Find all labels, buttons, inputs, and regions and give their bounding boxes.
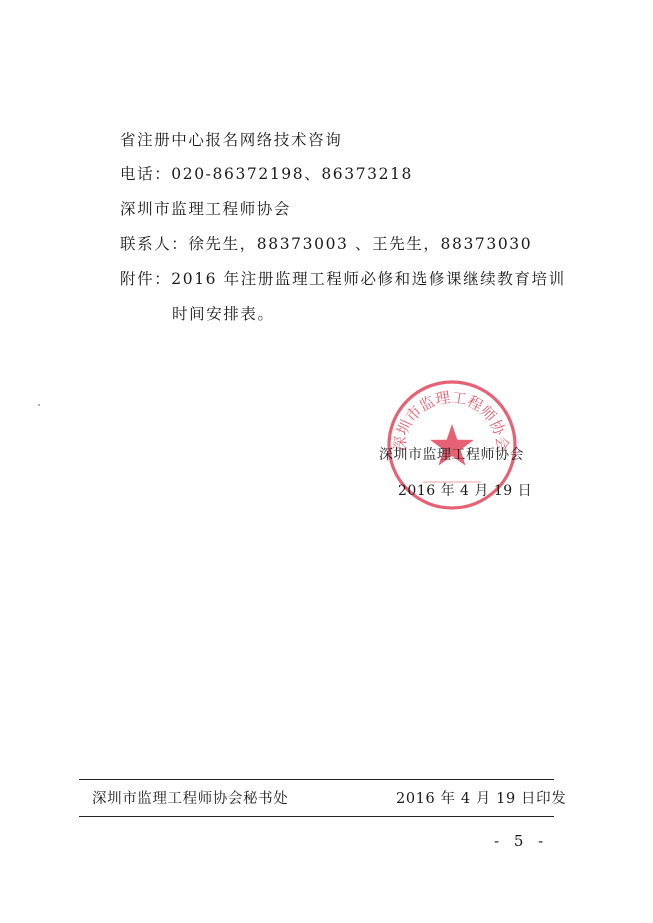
signature-date: 2016 年 4 月 19 日: [398, 483, 533, 499]
seal-text: 深圳市监理工程师协会: [390, 388, 512, 452]
signature-organization: 深圳市监理工程师协会: [379, 447, 524, 463]
footer-issue-date: 2016 年 4 月 19 日印发: [396, 791, 567, 807]
attachment-line-continued: 时间安排表。: [172, 305, 275, 323]
footer-issuer: 深圳市监理工程师协会秘书处: [92, 791, 289, 807]
association-line: 深圳市监理工程师协会: [120, 200, 292, 218]
footer-bottom-rule: [79, 816, 554, 817]
scan-speck: [38, 404, 40, 406]
contact-line: 联系人：徐先生，88373003 、王先生，88373030: [120, 235, 533, 253]
page-number: - 5 -: [494, 832, 549, 850]
phone-line: 电话：020-86372198、86373218: [120, 165, 414, 183]
consult-line: 省注册中心报名网络技术咨询: [120, 131, 343, 149]
attachment-line: 附件：2016 年注册监理工程师必修和选修课继续教育培训: [120, 270, 566, 288]
footer-top-rule: [79, 779, 554, 780]
